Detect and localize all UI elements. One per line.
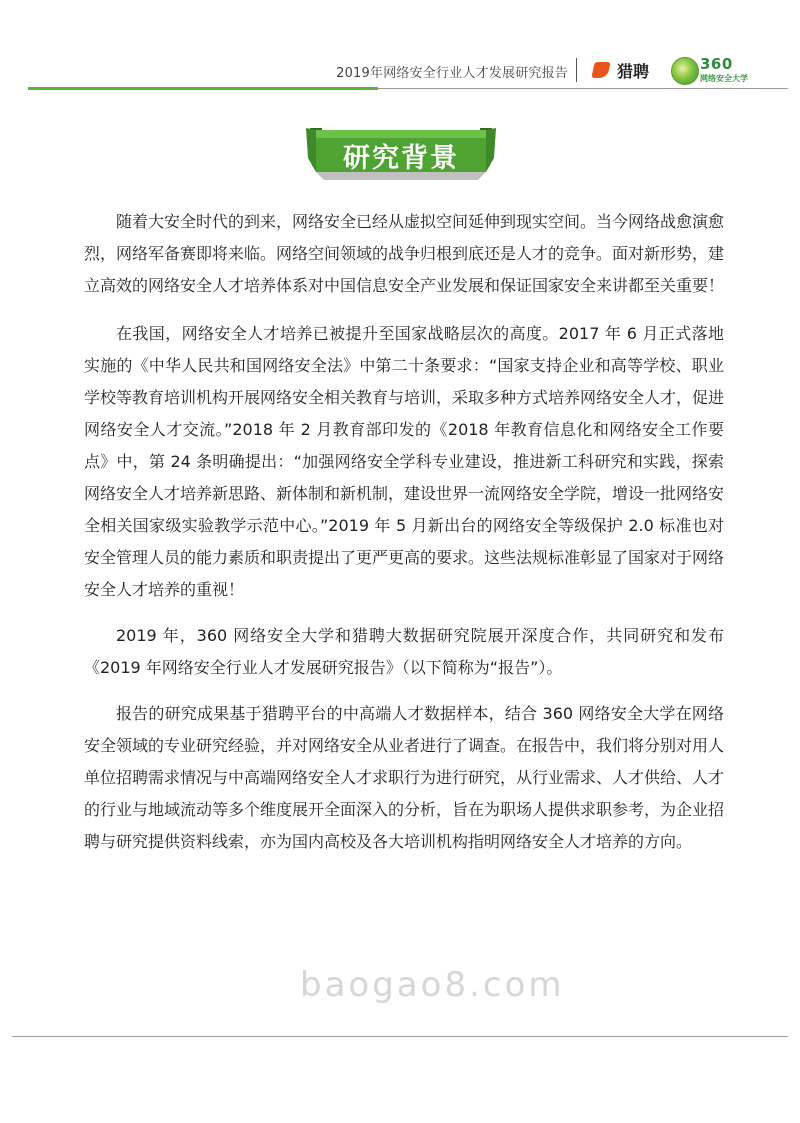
paragraph-cooperation: 2019 年，360 网络安全大学和猎聘大数据研究院展开深度合作，共同研究和发布《2019 年网络安全行业人才发展研究报告》（以下简称为“报告”）。 bbox=[84, 626, 724, 677]
360-university-logo bbox=[671, 55, 791, 87]
page-header bbox=[0, 0, 800, 100]
360-logo-name: 网络安全大学 bbox=[700, 74, 748, 83]
360-logo-number: 360 bbox=[700, 55, 733, 73]
footer-rule bbox=[12, 1036, 788, 1037]
header-accent-rule bbox=[28, 87, 378, 90]
report-title: 2019年网络安全行业人才发展研究报告 bbox=[336, 66, 568, 81]
watermark: baogao8.com bbox=[300, 965, 565, 1005]
liepin-logo-text: 猎聘 bbox=[617, 61, 650, 81]
globe-icon bbox=[671, 57, 699, 85]
liepin-logo bbox=[593, 58, 649, 82]
body-text bbox=[84, 206, 724, 872]
paragraph-policy: 在我国，网络安全人才培养已被提升至国家战略层次的高度。2017 年 6 月正式落地实施的《中华人民共和国网络安全法》中第二十条要求：“国家支持企业和高等学校、职业学校等教育培训机构开展网络安全相关教育与培训，采取多种方式培养网络安全人才，促进网络安全人才交流。”2018 年 2 月教育部印发的《2018 年教育信息化和网络安全工作要点》中，第 24 条明确提出：“加强网络安全学科专业建设，推进新工科研究和实践，探索网络安全人才培养新思路、新体制和新机制，建设世界一流网络安全学院，增设一批网络安全相关国家级实验教学示范中心。”2019 年 5 月新出台的网络安全等级保护 2.0 标准也对安全管理人员的能力素质和职责提出了更严更高的要求。这些法规标准彰显了国家对于网络安全人才培养的重视！ bbox=[84, 324, 725, 599]
section-title: 研究背景 bbox=[343, 143, 459, 174]
section-banner bbox=[306, 128, 496, 184]
paragraph-intro: 随着大安全时代的到来，网络安全已经从虚拟空间延伸到现实空间。当今网络战愈演愈烈，网络军备赛即将来临。网络空间领域的战争归根到底还是人才的竞争。面对新形势，建立高效的网络安全人才培养体系对中国信息安全产业发展和保证国家安全来讲都至关重要！ bbox=[84, 212, 725, 295]
liepin-logo-icon bbox=[591, 62, 610, 78]
header-divider bbox=[576, 58, 577, 82]
paragraph-methodology: 报告的研究成果基于猎聘平台的中高端人才数据样本，结合 360 网络安全大学在网络安全领域的专业研究经验，并对网络安全从业者进行了调查。在报告中，我们将分别对用人单位招聘需求情况与中高端网络安全人才求职行为进行研究，从行业需求、人才供给、人才的行业与地域流动等多个维度展开全面深入的分析，旨在为职场人提供求职参考，为企业招聘与研究提供资料线索，亦为国内高校及各大培训机构指明网络安全人才培养的方向。 bbox=[84, 704, 725, 851]
